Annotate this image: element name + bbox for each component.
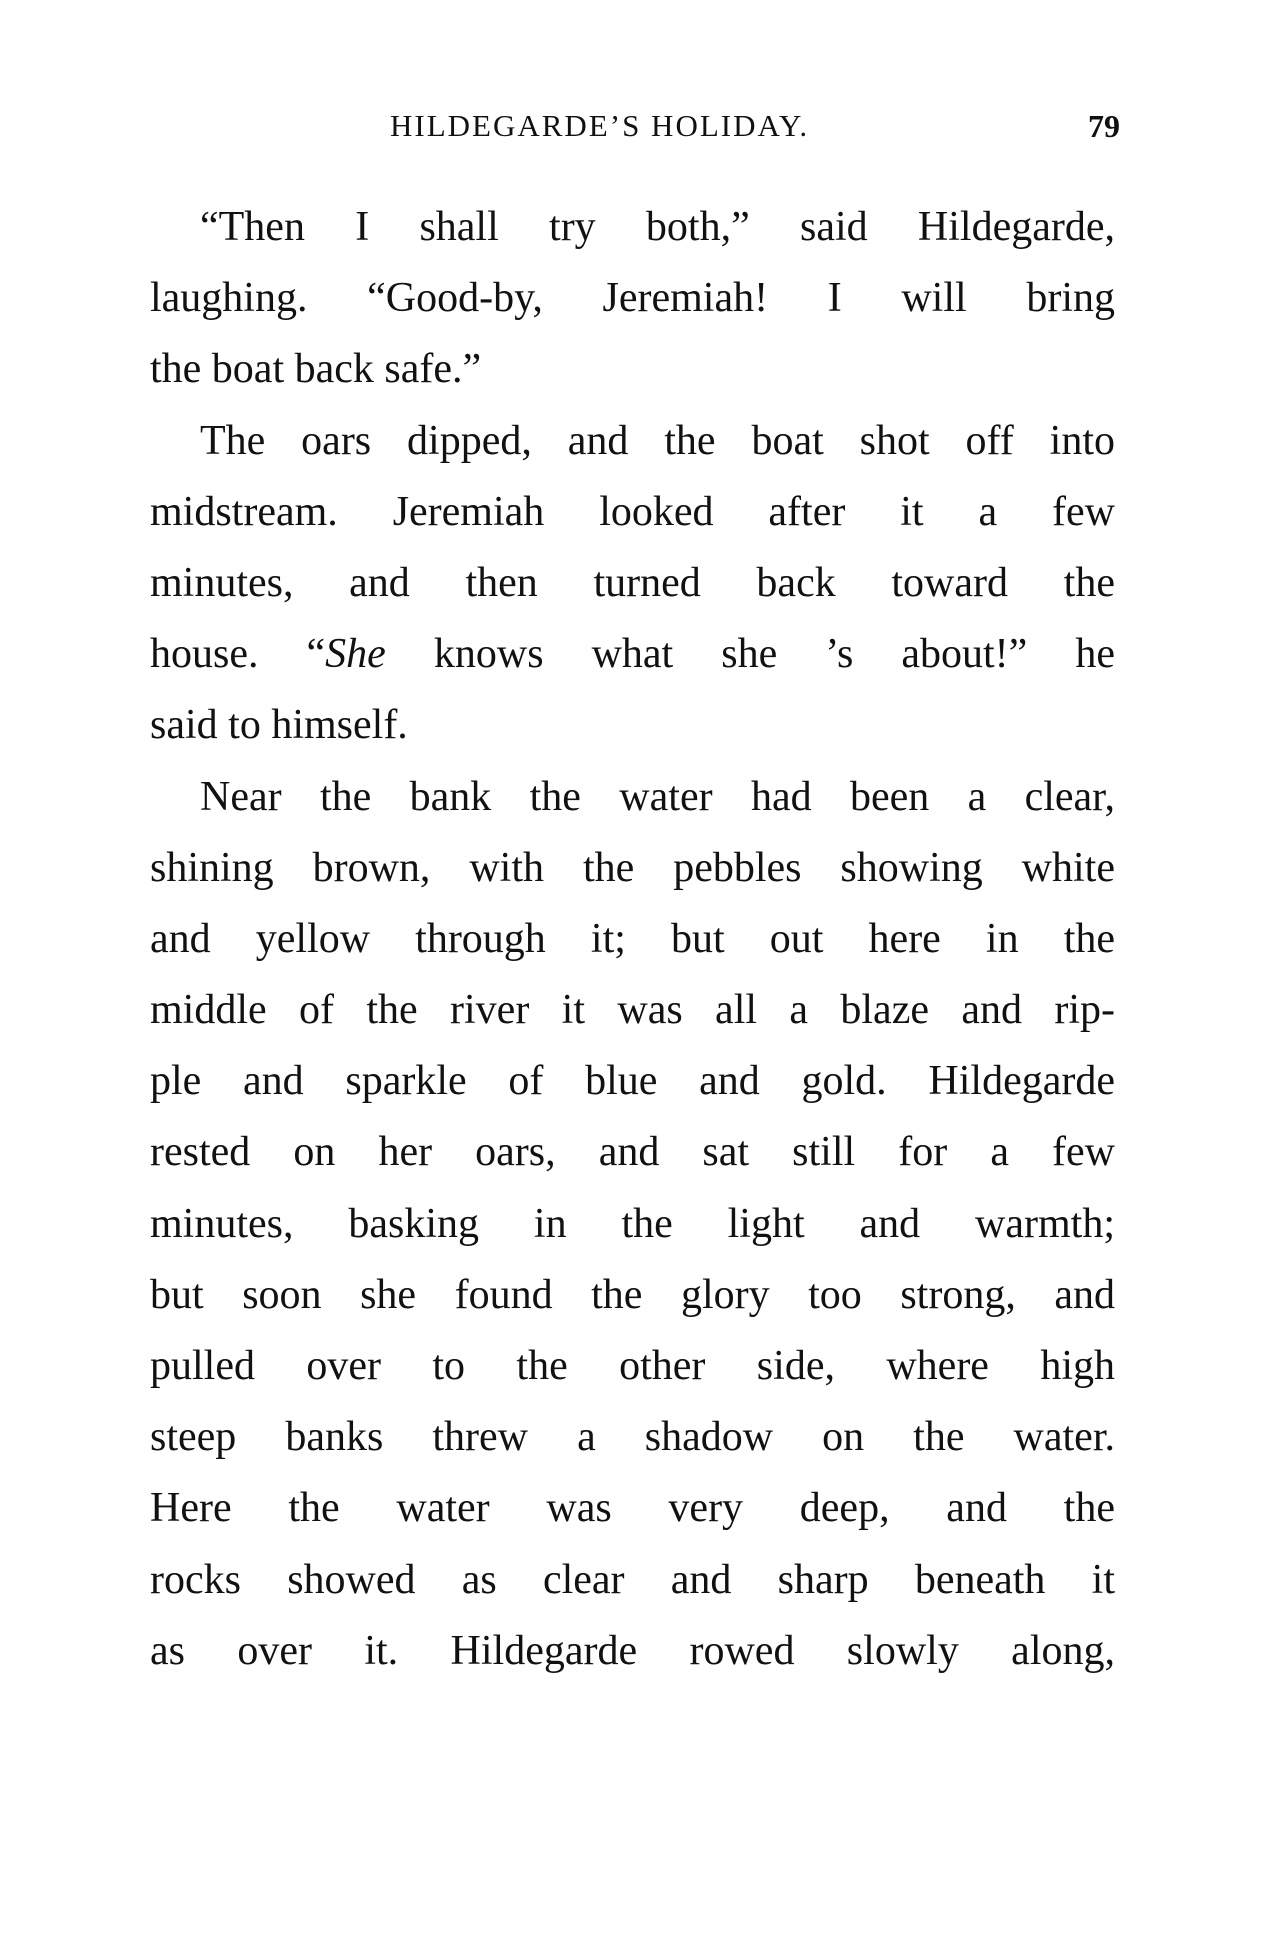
text-segment: house. “ bbox=[150, 631, 326, 678]
italic-word: She bbox=[325, 631, 386, 678]
text-line: minutes, basking in the light and warmth; bbox=[150, 1200, 1115, 1247]
paragraph-1 bbox=[150, 192, 1115, 406]
text-line: said to himself. bbox=[150, 702, 408, 749]
text-line: shining brown, with the pebbles showing white bbox=[150, 844, 1115, 891]
text-line: rocks showed as clear and sharp beneath it bbox=[150, 1556, 1115, 1603]
text-line: middle of the river it was all a blaze and rip- bbox=[150, 987, 1115, 1034]
text-line: minutes, and then turned back toward the bbox=[150, 559, 1115, 606]
text-line: rested on her oars, and sat still for a few bbox=[150, 1129, 1115, 1176]
page-number: 79 bbox=[1088, 108, 1120, 144]
paragraph-2 bbox=[150, 406, 1115, 762]
running-title: HILDEGARDE’S HOLIDAY. bbox=[390, 108, 810, 143]
paragraph-3 bbox=[150, 762, 1115, 1687]
text-line: as over it. Hildegarde rowed slowly along, bbox=[150, 1627, 1115, 1674]
text-line: and yellow through it; but out here in the bbox=[150, 915, 1115, 962]
text-line: steep banks threw a shadow on the water. bbox=[150, 1414, 1115, 1461]
text-line: ple and sparkle of blue and gold. Hildegarde bbox=[150, 1058, 1115, 1105]
text-line: pulled over to the other side, where high bbox=[150, 1343, 1115, 1389]
text-line: but soon she found the glory too strong, and bbox=[150, 1271, 1115, 1318]
body-text bbox=[150, 192, 1115, 1687]
text-line: laughing. “Good-by, Jeremiah! I will bring bbox=[150, 275, 1115, 322]
text-segment: knows what she ’s about!” he bbox=[385, 631, 1115, 678]
text-line: “Then I shall try both,” said Hildegarde, bbox=[200, 204, 1115, 250]
text-line: The oars dipped, and the boat shot off into bbox=[200, 417, 1115, 464]
text-line: Here the water was very deep, and the bbox=[150, 1485, 1115, 1532]
text-line-with-italic bbox=[150, 619, 1115, 690]
text-line: Near the bank the water had been a clear, bbox=[200, 773, 1115, 820]
text-line: midstream. Jeremiah looked after it a few bbox=[150, 488, 1115, 535]
text-line: the boat back safe.” bbox=[150, 346, 482, 393]
running-head bbox=[150, 108, 1120, 158]
